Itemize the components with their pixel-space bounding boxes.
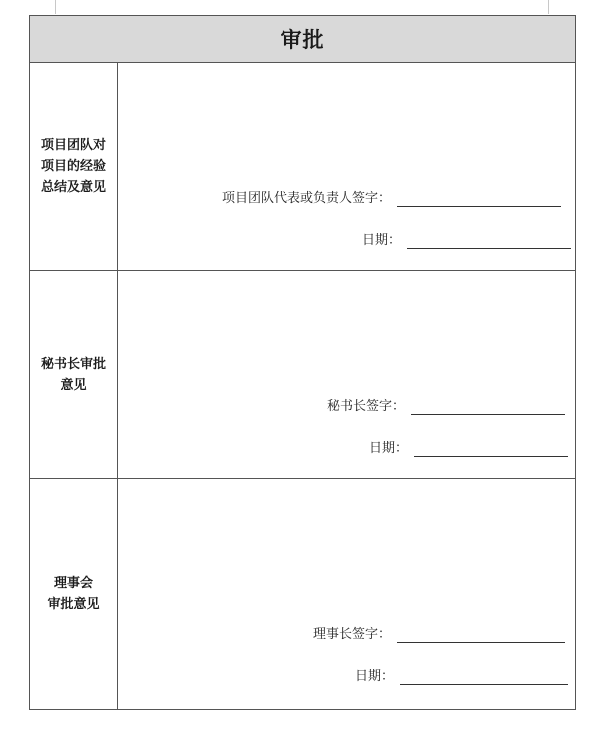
date-label: 日期： [362,233,402,248]
section-label: 秘书长审批 意见 [40,356,106,393]
page-margin-mark-left [55,0,56,14]
signature-line [313,627,565,643]
date-field[interactable] [400,670,568,685]
section-label-cell [30,63,118,270]
approval-form-table [29,15,576,710]
signature-field[interactable] [411,400,565,415]
date-line [362,233,571,249]
date-label: 日期： [369,441,409,456]
section-label: 理事会 审批意见 [47,576,100,612]
section-team-summary [30,63,575,271]
signature-label: 理事长签字： [313,627,392,642]
section-label-cell [30,271,118,478]
page-margin-mark-right [548,0,549,14]
approval-header-row [30,16,575,63]
section-label-cell [30,479,118,709]
signature-field[interactable] [397,628,565,643]
date-field[interactable] [414,442,568,457]
signature-line [327,399,565,415]
signature-label: 项目团队代表或负责人签字： [222,191,392,206]
approval-title: 审批 [280,28,325,52]
date-field[interactable] [407,234,571,249]
date-line [369,441,568,457]
date-label: 日期： [355,669,395,684]
section-secretary-approval [30,271,575,479]
signature-field[interactable] [397,192,561,207]
section-label: 项目团队对 项目的经验 总结及意见 [40,138,106,195]
signature-line [222,191,561,207]
section-board-approval [30,479,575,709]
signature-label: 秘书长签字： [327,399,406,414]
date-line [355,669,568,685]
